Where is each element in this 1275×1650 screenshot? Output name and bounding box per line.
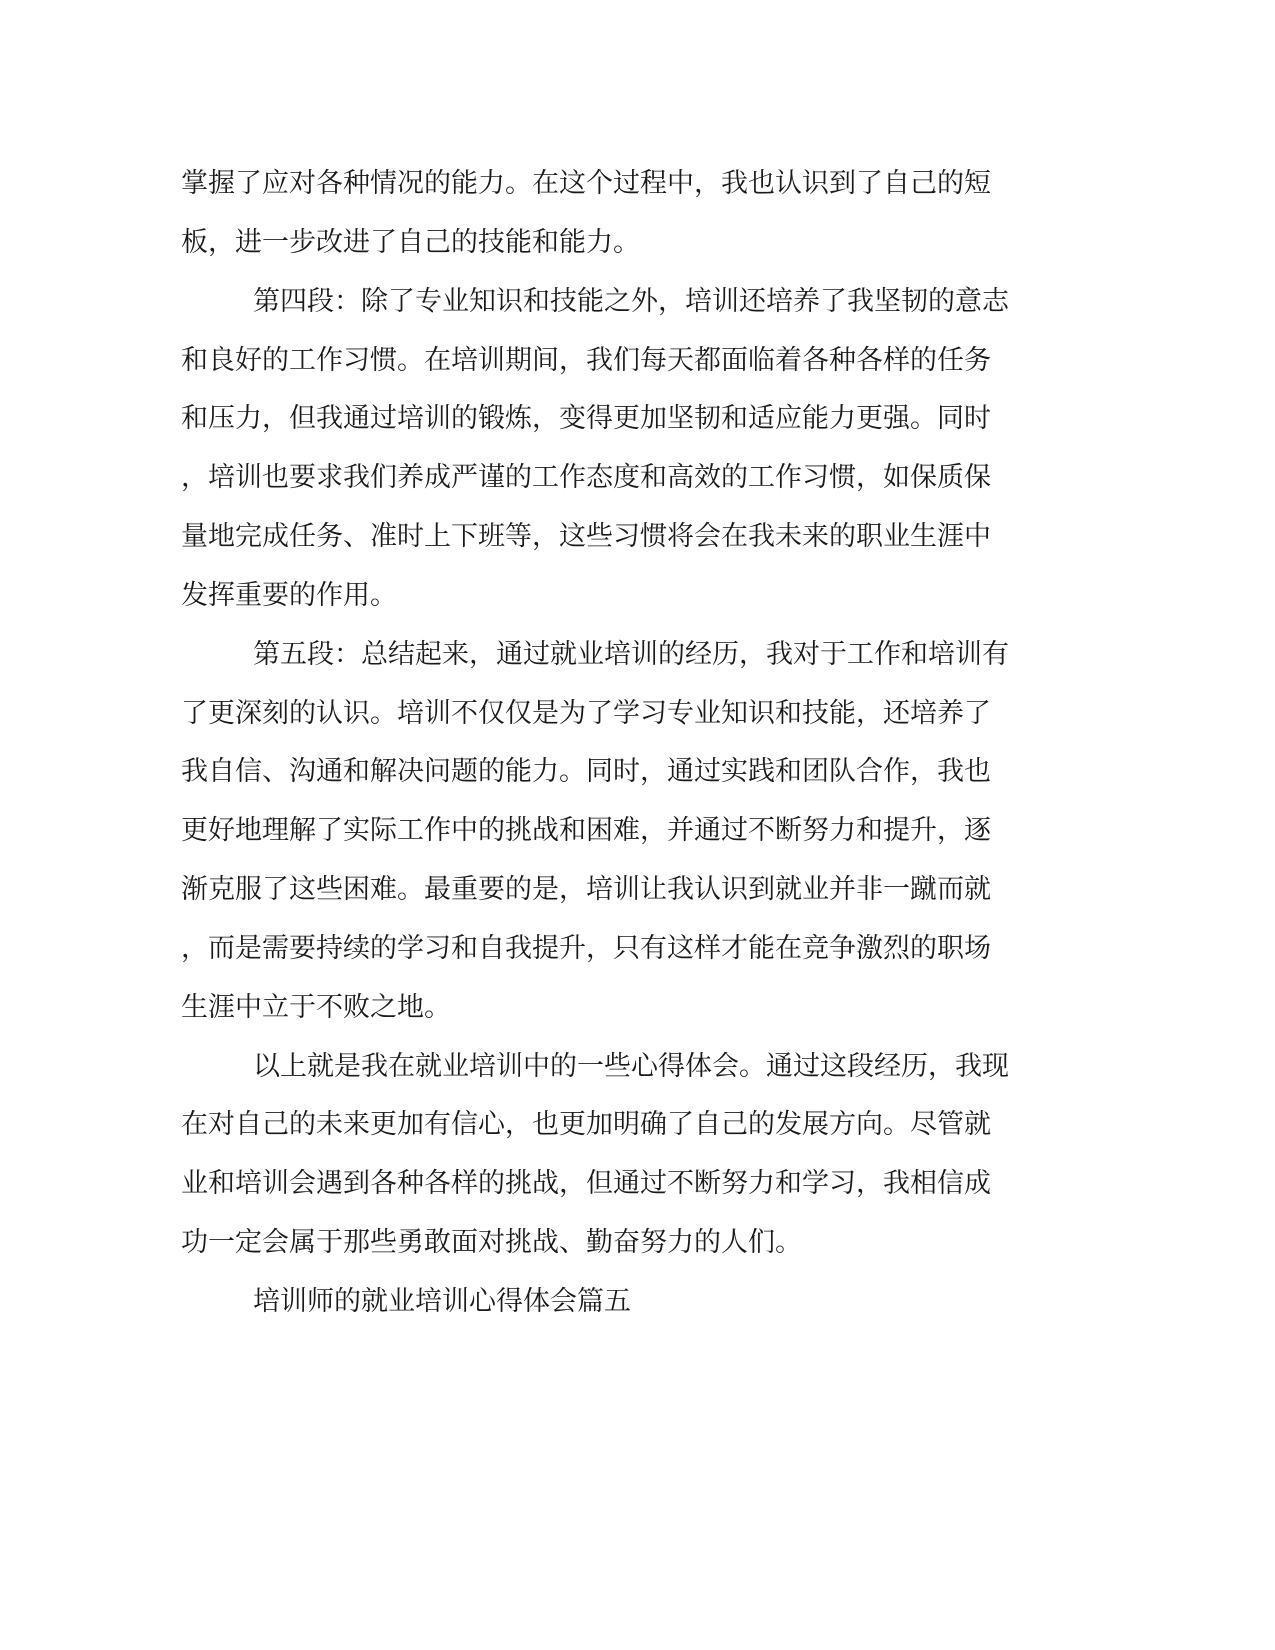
paragraph-line: 第五段：总结起来，通过就业培训的经历，我对于工作和培训有 xyxy=(253,639,1009,670)
paragraph-line: 和良好的工作习惯。在培训期间，我们每天都面临着各种各样的任务 xyxy=(181,345,991,376)
paragraph-line: 量地完成任务、准时上下班等，这些习惯将会在我未来的职业生涯中 xyxy=(181,521,991,552)
paragraph-line: 业和培训会遇到各种各样的挑战，但通过不断努力和学习，我相信成 xyxy=(181,1168,991,1199)
paragraph-line: 渐克服了这些困难。最重要的是，培训让我认识到就业并非一蹴而就 xyxy=(181,874,991,905)
paragraph-line: ，培训也要求我们养成严谨的工作态度和高效的工作习惯，如保质保 xyxy=(181,462,991,493)
paragraph-line: 和压力，但我通过培训的锻炼，变得更加坚韧和适应能力更强。同时 xyxy=(181,403,991,434)
section-heading: 培训师的就业培训心得体会篇五 xyxy=(253,1286,631,1317)
paragraph-line: 发挥重要的作用。 xyxy=(181,580,397,611)
paragraph-line: ，而是需要持续的学习和自我提升，只有这样才能在竞争激烈的职场 xyxy=(181,933,991,964)
paragraph-line: 了更深刻的认识。培训不仅仅是为了学习专业知识和技能，还培养了 xyxy=(181,698,991,729)
paragraph-line: 功一定会属于那些勇敢面对挑战、勤奋努力的人们。 xyxy=(181,1227,802,1258)
paragraph-line: 板，进一步改进了自己的技能和能力。 xyxy=(181,227,640,258)
paragraph-line: 掌握了应对各种情况的能力。在这个过程中，我也认识到了自己的短 xyxy=(181,168,991,199)
paragraph-line: 以上就是我在就业培训中的一些心得体会。通过这段经历，我现 xyxy=(253,1051,1009,1082)
paragraph-line: 第四段：除了专业知识和技能之外，培训还培养了我坚韧的意志 xyxy=(253,286,1009,317)
paragraph-line: 生涯中立于不败之地。 xyxy=(181,992,451,1023)
paragraph-line: 在对自己的未来更加有信心，也更加明确了自己的发展方向。尽管就 xyxy=(181,1109,991,1140)
paragraph-line: 更好地理解了实际工作中的挑战和困难，并通过不断努力和提升，逐 xyxy=(181,815,991,846)
paragraph-line: 我自信、沟通和解决问题的能力。同时，通过实践和团队合作，我也 xyxy=(181,756,991,787)
